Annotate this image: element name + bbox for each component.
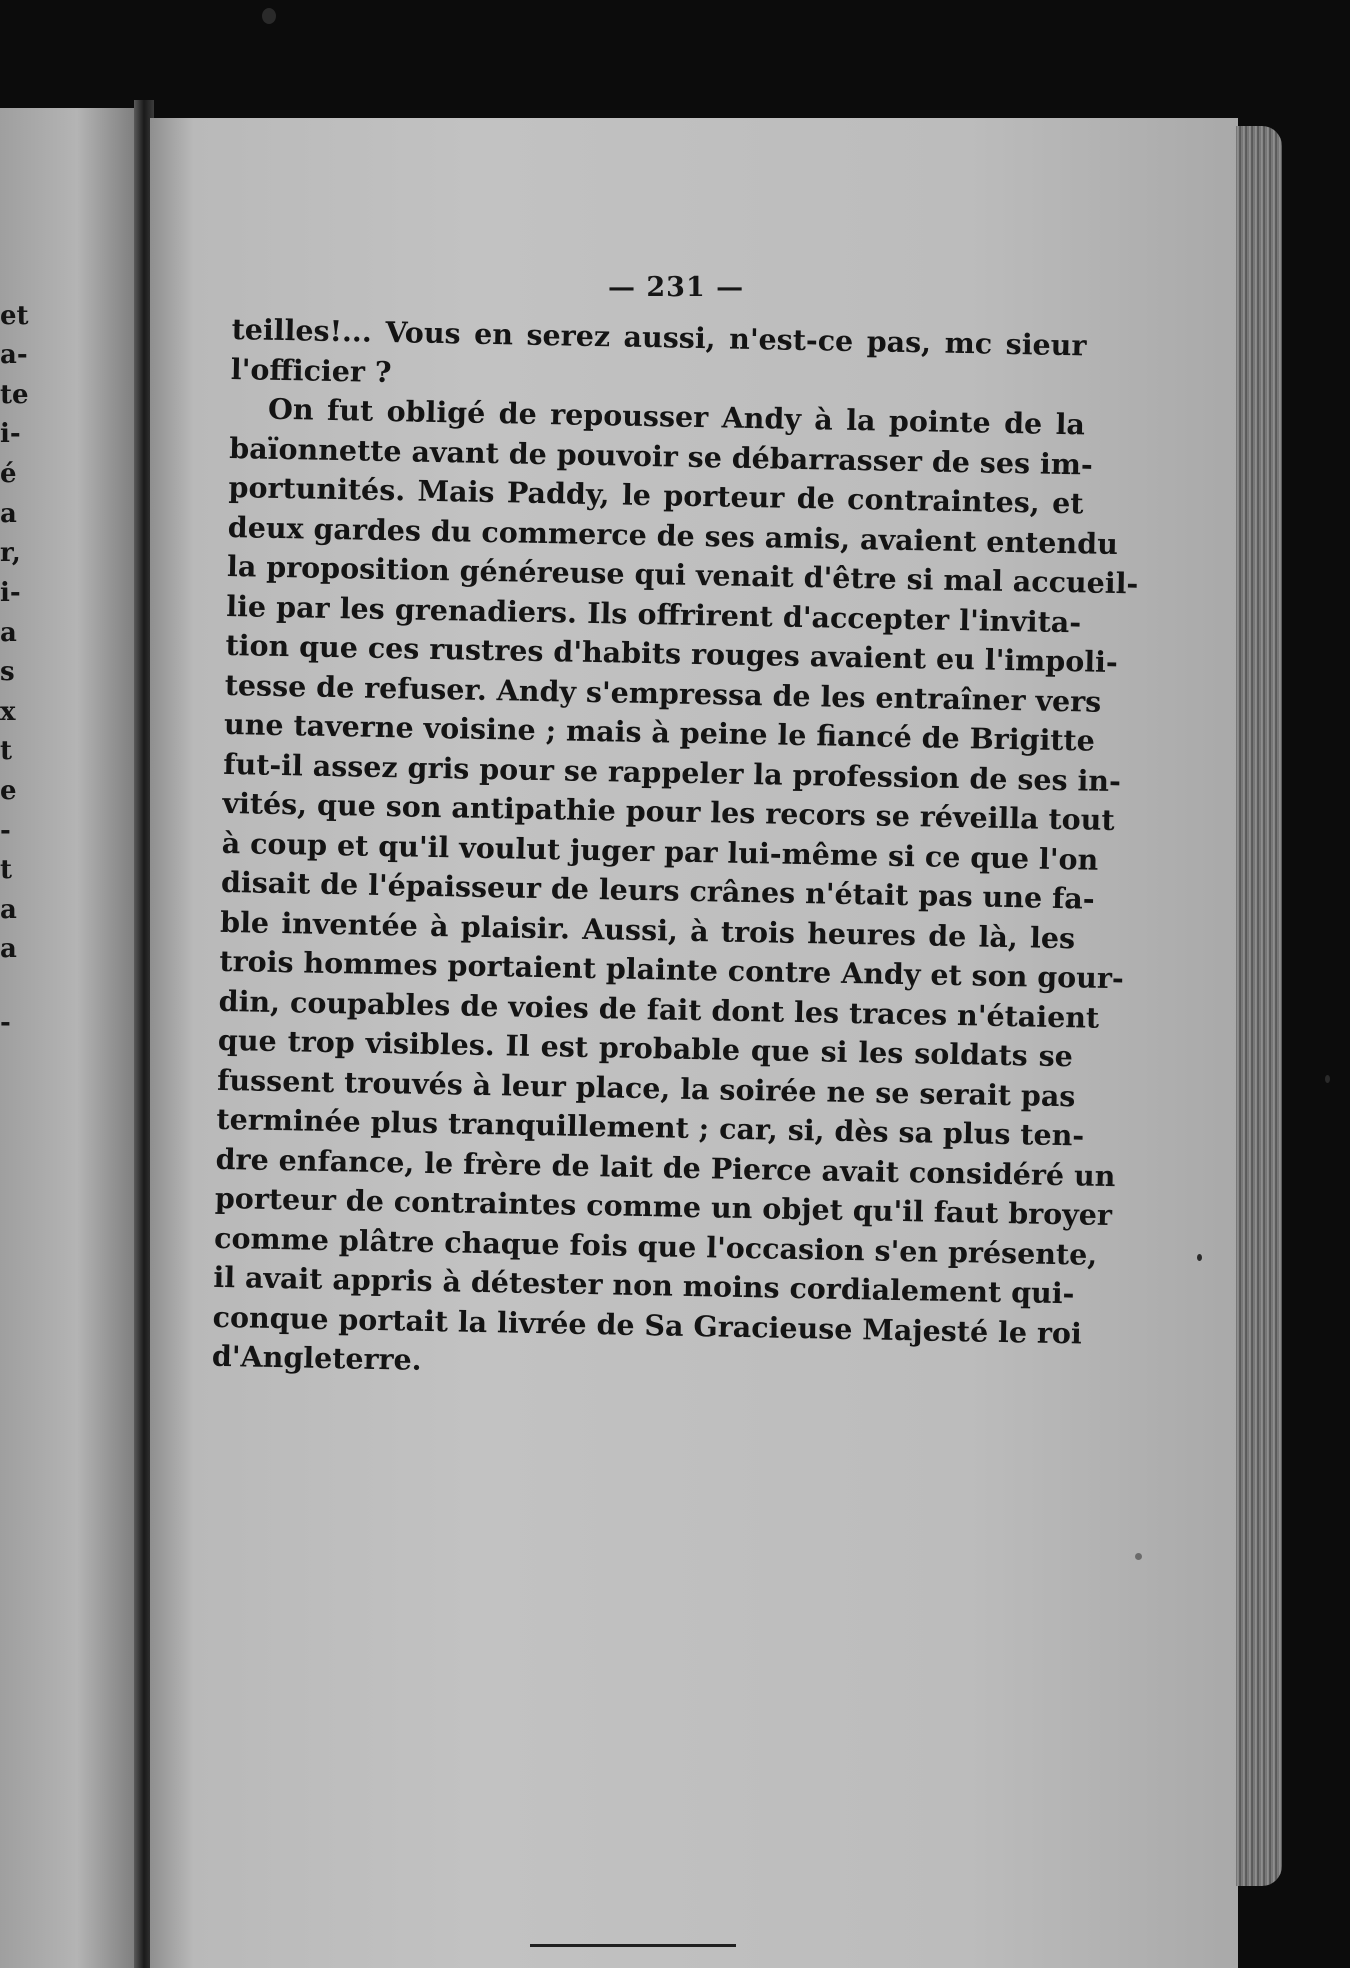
text-line: disait de l'épaisseur de leurs crânes n'était pas une fa- [220,864,1095,916]
text-line: teilles!... Vous en serez aussi, n'est-ce pas, mc sieur [231,311,1087,363]
text-line: à coup et qu'il voulut juger par lui-même si ce que l'on [221,825,1099,877]
text-line: On fut obligé de repousser Andy à la pointe de la [267,391,1086,442]
text-line: comme plâtre chaque fois que l'occasion s'en présente, [213,1220,1098,1272]
text-line: une taverne voisine ; mais à peine le fiancé de Brigitte [223,706,1096,758]
text-line: l'officier ? [230,351,392,389]
left-margin-fragment: - [0,816,11,846]
text-line: d'Angleterre. [211,1338,422,1377]
left-margin-fragment: e [0,776,17,806]
text-line: deux gardes du commerce de ses amis, avaient entendu [227,509,1119,561]
text-line: dre enfance, le frère de lait de Pierce avait considéré un [215,1141,1116,1193]
text-line: fut-il assez gris pour se rappeler la profession de ses in- [222,746,1122,798]
text-line: tion que ces rustres d'habits rouges avaient eu l'impoli- [225,627,1119,680]
text-line: la proposition généreuse qui venait d'être si mal accueil- [226,548,1139,601]
text-line: lie par les grenadiers. Ils offrirent d'accepter l'invita- [226,588,1082,639]
text-line: il avait appris à détester non moins cordialement qui- [213,1259,1075,1311]
left-margin-fragment: a [0,934,17,964]
left-margin-fragment: t [0,736,13,766]
text-line: porteur de contraintes comme un objet qu'il faut broyer [214,1180,1113,1233]
text-line: ble inventée à plaisir. Aussi, à trois heures de là, les [219,904,1076,955]
dust-speck [1135,1553,1142,1560]
dust-speck [1197,1254,1202,1261]
left-margin-fragment: te [0,380,29,410]
text-line: conque portait la livrée de Sa Gracieuse Majesté le roi [212,1299,1083,1350]
text-line: fussent trouvés à leur place, la soirée ne se serait pas [216,1062,1076,1113]
end-rule [530,1944,736,1947]
dust-speck [262,8,276,24]
text-line: trois hommes portaient plainte contre Andy et son gour- [219,943,1125,996]
text-line: tesse de refuser. Andy s'empressa de les entraîner vers [224,667,1102,719]
page-number: — 231 — [608,272,745,303]
left-margin-fragment: et [0,301,29,331]
left-margin-fragment: - [0,1008,11,1038]
left-margin-fragment: i- [0,578,21,608]
left-margin-fragment: é [0,459,17,489]
left-margin-fragment: a- [0,340,28,370]
page-edges [1236,126,1282,1886]
text-line: terminée plus tranquillement ; car, si, dès sa plus ten- [216,1101,1085,1153]
dust-speck [1325,1075,1330,1083]
page-body-text [211,310,1139,1393]
left-margin-fragment: i- [0,419,21,449]
left-margin-fragment: a [0,618,17,648]
text-line: portunités. Mais Paddy, le porteur de contraintes, et [228,469,1084,521]
left-margin-fragment: a [0,895,17,925]
text-line: vités, que son antipathie pour les recors se réveilla tout [222,785,1115,838]
text-line: que trop visibles. Il est probable que si les soldats se [217,1022,1074,1074]
text-line: din, coupables de voies de fait dont les traces n'étaient [218,983,1100,1035]
left-margin-fragment: a [0,499,17,529]
left-margin-fragment: s [0,657,15,687]
left-margin-fragment: t [0,855,13,885]
text-line: baïonnette avant de pouvoir se débarrasser de ses im- [229,430,1094,482]
left-margin-fragment: x [0,697,16,727]
left-margin-fragment: r, [0,538,21,568]
